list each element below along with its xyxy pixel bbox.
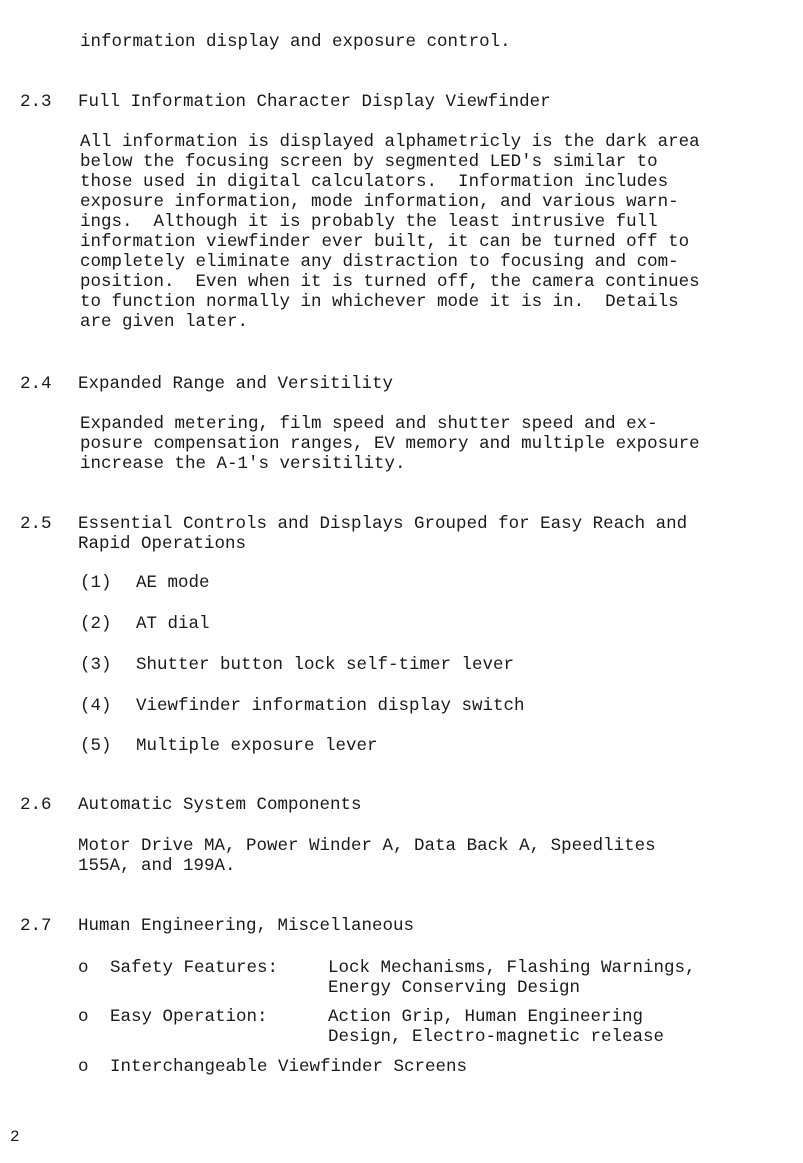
- body-line: increase the A-1's versitility.: [80, 454, 406, 474]
- item-number: (3): [80, 655, 112, 675]
- body-line: Motor Drive MA, Power Winder A, Data Back A, Speedlites: [78, 836, 656, 856]
- section-body: [78, 836, 798, 876]
- section-body: [80, 414, 800, 474]
- body-line: those used in digital calculators. Information includes: [80, 172, 669, 192]
- item-number: (4): [80, 696, 112, 716]
- bullet-label: Interchangeable Viewfinder Screens: [110, 1057, 468, 1077]
- body-line: position. Even when it is turned off, the camera continues: [80, 272, 700, 292]
- section-body: [80, 132, 800, 332]
- body-line: exposure information, mode information, and various warn-: [80, 192, 679, 212]
- body-line: Expanded metering, film speed and shutter speed and ex-: [80, 414, 658, 434]
- section-number: 2.6: [20, 795, 52, 815]
- item-text: Viewfinder information display switch: [136, 696, 525, 716]
- bullet-label: Safety Features:: [110, 958, 279, 978]
- section-number: 2.4: [20, 374, 52, 394]
- page-number: 2: [10, 1128, 20, 1146]
- item-text: AE mode: [136, 573, 210, 593]
- section-title: [78, 514, 687, 554]
- item-text: Shutter button lock self-timer lever: [136, 655, 515, 675]
- section-title: Full Information Character Display Viewfinder: [78, 92, 551, 112]
- body-line: to function normally in whichever mode it is in. Details: [80, 292, 679, 312]
- item-number: (2): [80, 614, 112, 634]
- section-title: Human Engineering, Miscellaneous: [78, 916, 415, 936]
- body-line: completely eliminate any distraction to focusing and com-: [80, 252, 679, 272]
- body-line: All information is displayed alphametricly is the dark area: [80, 132, 700, 152]
- bullet-value-line: Design, Electro-magnetic release: [328, 1027, 665, 1047]
- bullet-value: [328, 1007, 664, 1047]
- section-number: 2.5: [20, 514, 52, 534]
- bullet-label: Easy Operation:: [110, 1007, 268, 1027]
- section-number: 2.7: [20, 916, 52, 936]
- item-number: (5): [80, 736, 112, 756]
- title-line: Essential Controls and Displays Grouped for Easy Reach and: [78, 514, 688, 534]
- bullet-marker: o: [78, 1007, 89, 1027]
- body-line: posure compensation ranges, EV memory and multiple exposure: [80, 434, 700, 454]
- item-text: AT dial: [136, 614, 210, 634]
- bullet-value: [328, 958, 696, 998]
- bullet-value-line: Action Grip, Human Engineering: [328, 1007, 644, 1027]
- section-number: 2.3: [20, 92, 52, 112]
- bullet-value-line: Energy Conserving Design: [328, 978, 581, 998]
- item-text: Multiple exposure lever: [136, 736, 378, 756]
- body-line: information viewfinder ever built, it can be turned off to: [80, 232, 690, 252]
- item-number: (1): [80, 573, 112, 593]
- body-line: are given later.: [80, 312, 249, 332]
- section-title: Automatic System Components: [78, 795, 362, 815]
- bullet-marker: o: [78, 1057, 89, 1077]
- body-line: below the focusing screen by segmented LED's similar to: [80, 152, 658, 172]
- intro-line: information display and exposure control.: [80, 32, 511, 52]
- bullet-value-line: Lock Mechanisms, Flashing Warnings,: [328, 958, 696, 978]
- body-line: ings. Although it is probably the least intrusive full: [80, 212, 658, 232]
- title-line: Rapid Operations: [78, 534, 247, 554]
- body-line: 155A, and 199A.: [78, 856, 236, 876]
- section-title: Expanded Range and Versitility: [78, 374, 394, 394]
- bullet-marker: o: [78, 958, 89, 978]
